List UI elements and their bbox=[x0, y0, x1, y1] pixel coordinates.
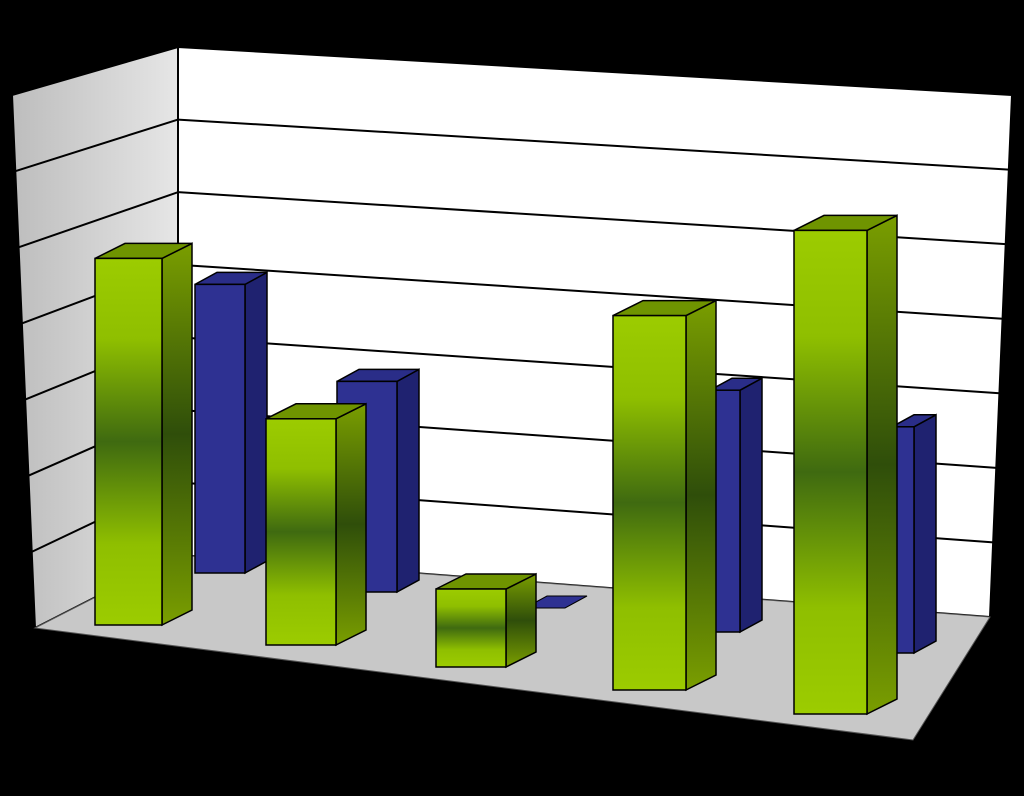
bar-series1-3-side bbox=[506, 574, 536, 667]
bar-series2-4-side bbox=[740, 378, 762, 632]
bar-series1-1-side bbox=[162, 243, 192, 625]
bar-series1-4-front bbox=[613, 316, 686, 690]
bar-series1-5-side bbox=[867, 215, 897, 714]
bar-series2-1-side bbox=[245, 272, 267, 573]
bar-series2-1-front bbox=[195, 284, 245, 573]
bar-series1-1-front bbox=[95, 258, 162, 625]
bar-series2-5 bbox=[892, 415, 936, 653]
bar-series1-4-side bbox=[686, 301, 716, 690]
bar-series1-5-front bbox=[794, 230, 867, 714]
bar-series1-3 bbox=[436, 574, 536, 667]
bar-series2-2-side bbox=[397, 369, 419, 592]
bar-series2-1 bbox=[195, 272, 267, 573]
bar-series2-5-side bbox=[914, 415, 936, 653]
bar-series1-5 bbox=[794, 215, 897, 714]
bar-series1-2-side bbox=[336, 404, 366, 645]
bar-series2-4 bbox=[710, 378, 762, 632]
bar-series1-3-front bbox=[436, 589, 506, 667]
bar-series1-2-front bbox=[266, 419, 336, 645]
bar-series1-1 bbox=[95, 243, 192, 625]
bar-series1-4 bbox=[613, 301, 716, 690]
bar-series1-2 bbox=[266, 404, 366, 645]
